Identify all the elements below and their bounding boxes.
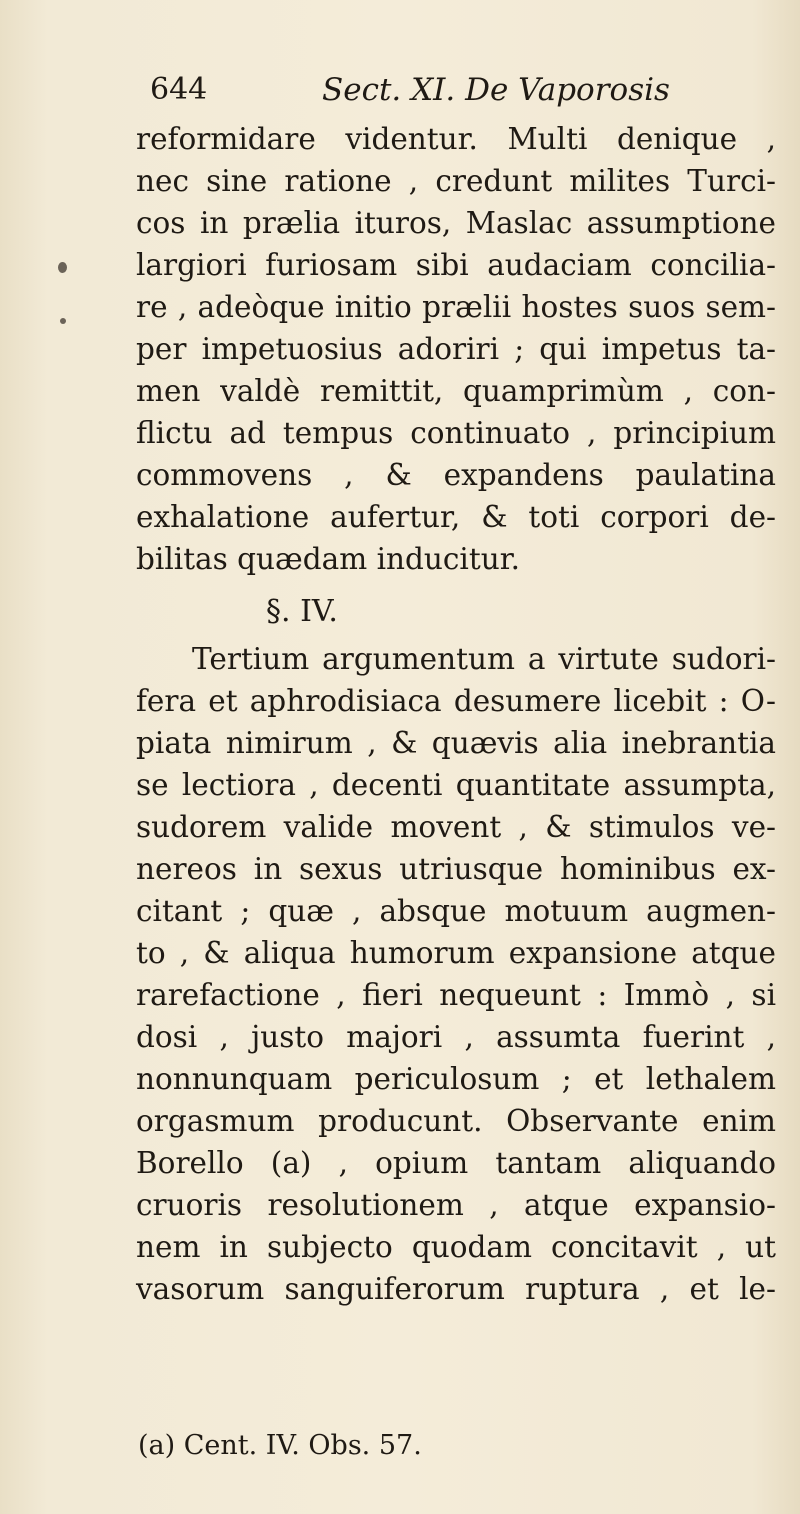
- text-line: rarefactione , fieri nequeunt : Immò , si: [136, 978, 776, 1012]
- page-header: [150, 72, 670, 122]
- text-line: orgasmum producunt. Observante enim: [136, 1104, 776, 1138]
- text-line: per impetuosius adoriri ; qui impetus ta-: [136, 332, 776, 366]
- paragraph-2: [136, 638, 776, 1310]
- text-line: nec sine ratione , credunt milites Turci-: [136, 164, 776, 198]
- text-line: Borello (a) , opium tantam aliquando: [136, 1146, 776, 1180]
- text-line: vasorum sanguiferorum ruptura , et le-: [136, 1272, 776, 1306]
- text-line: nonnunquam periculosum ; et lethalem: [136, 1062, 776, 1096]
- text-line: exhalatione aufertur, & toti corpori de-: [136, 500, 776, 534]
- text-line: to , & aliqua humorum expansione atque: [136, 936, 776, 970]
- margin-ink-spot: [58, 262, 67, 273]
- body-text: [136, 118, 776, 1310]
- text-line: men valdè remittit, quamprimùm , con-: [136, 374, 776, 408]
- text-line: citant ; quæ , absque motuum augmen-: [136, 894, 776, 928]
- text-line: cos in prælia ituros, Maslac assumptione: [136, 206, 776, 240]
- page-number: 644: [150, 72, 208, 107]
- text-line: dosi , justo majori , assumta fuerint ,: [136, 1020, 776, 1054]
- text-line: se lectiora , decenti quantitate assumpta,: [136, 768, 776, 802]
- text-line: nem in subjecto quodam concitavit , ut: [136, 1230, 776, 1264]
- text-line: Tertium argumentum a virtute sudori-: [192, 642, 776, 676]
- text-line: commovens , & expandens paulatina: [136, 458, 776, 492]
- paragraph-1: [136, 118, 776, 580]
- running-title: Sect. XI. De Vaporosis: [322, 72, 670, 108]
- text-line: sudorem valide movent , & stimulos ve-: [136, 810, 776, 844]
- text-line: nereos in sexus utriusque hominibus ex-: [136, 852, 776, 886]
- text-line: piata nimirum , & quævis alia inebrantia: [136, 726, 776, 760]
- text-line: bilitas quædam inducitur.: [136, 542, 520, 576]
- text-line: flictu ad tempus continuato , principium: [136, 416, 776, 450]
- text-line: cruoris resolutionem , atque expansio-: [136, 1188, 776, 1222]
- margin-ink-spot: [60, 318, 66, 324]
- text-line: re , adeòque initio prælii hostes suos sem-: [136, 290, 776, 324]
- text-line: largiori furiosam sibi audaciam concilia-: [136, 248, 776, 282]
- section-heading: §. IV.: [266, 594, 338, 629]
- text-line: fera et aphrodisiaca desumere licebit : O-: [136, 684, 776, 718]
- footnote: (a) Cent. IV. Obs. 57.: [138, 1430, 422, 1461]
- text-line: reformidare videntur. Multi denique ,: [136, 122, 776, 156]
